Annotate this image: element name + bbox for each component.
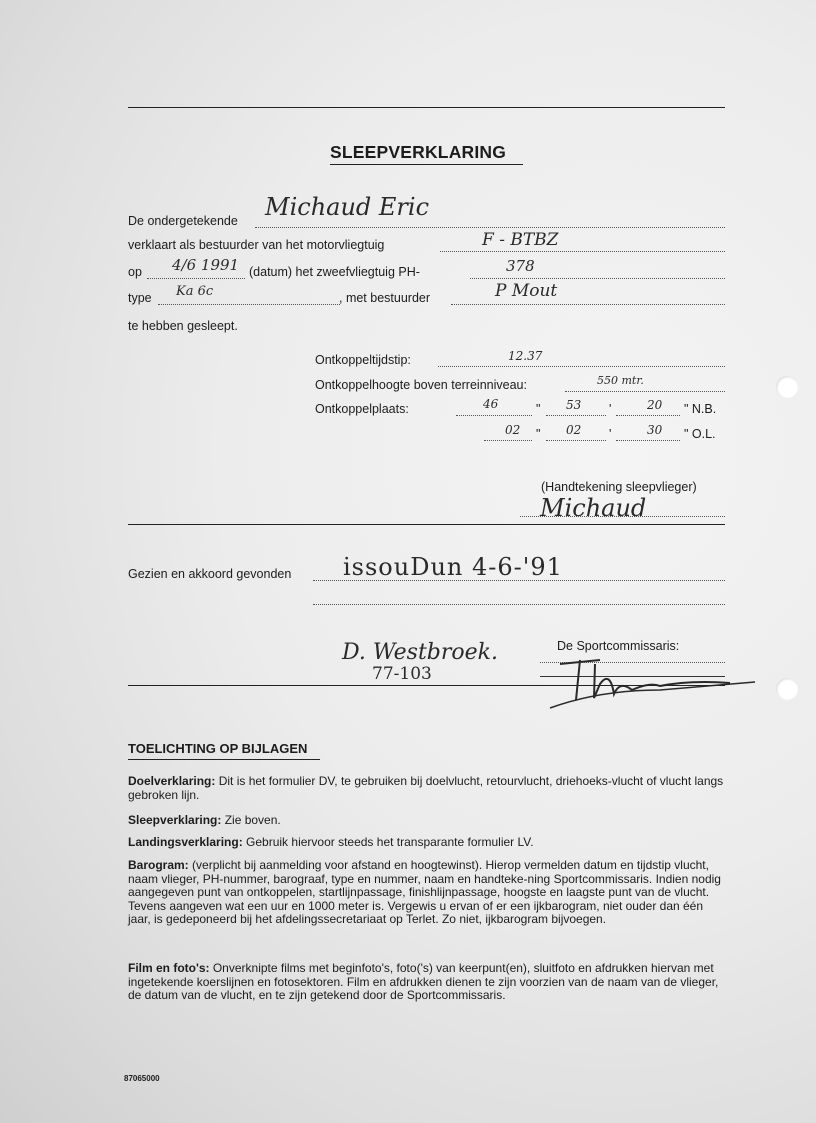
field-bestuurder[interactable]: P Mout bbox=[495, 281, 558, 301]
field-ph-nummer[interactable]: 378 bbox=[506, 257, 535, 275]
field-datum-line bbox=[147, 278, 245, 279]
label-ontkoppelplaats: Ontkoppelplaats: bbox=[315, 402, 409, 416]
field-motorvliegtuig-line bbox=[440, 251, 725, 252]
nb-quote: " bbox=[536, 402, 541, 416]
bijlage-sleepverklaring bbox=[128, 814, 726, 828]
ol-apos: ' bbox=[609, 427, 612, 441]
bijlage-text: Dit is het formulier DV, te gebruiken bij doelvlucht, retourvlucht, driehoeks-vlucht of vlucht langs gebroken lijn. bbox=[128, 774, 724, 802]
ol-sec-line bbox=[616, 440, 680, 441]
commissaris-nummer[interactable]: 77-103 bbox=[372, 664, 432, 684]
signature-sleepvlieger[interactable]: Michaud bbox=[540, 494, 647, 522]
nb-deg-line bbox=[456, 415, 532, 416]
field-nb-graden[interactable]: 46 bbox=[483, 397, 499, 411]
bijlagen-title-underline bbox=[128, 759, 320, 760]
field-gezien-line-2 bbox=[313, 604, 725, 605]
label-handtekening-sleepvlieger: (Handtekening sleepvlieger) bbox=[541, 480, 697, 494]
field-bestuurder-line bbox=[451, 304, 725, 305]
field-ontkoppelhoogte-line bbox=[565, 391, 725, 392]
bijlage-doelverklaring bbox=[128, 775, 726, 802]
label-met-bestuurder: , met bestuurder bbox=[339, 291, 431, 305]
label-datum-zweefvliegtuig: (datum) het zweefvliegtuig PH- bbox=[249, 265, 420, 279]
field-ondergetekende[interactable]: Michaud Eric bbox=[265, 193, 430, 221]
ol-deg-line bbox=[484, 440, 532, 441]
field-type[interactable]: Ka 6c bbox=[176, 284, 214, 299]
field-ol-minuten[interactable]: 02 bbox=[566, 423, 582, 437]
field-ol-seconden[interactable]: 30 bbox=[647, 423, 663, 437]
punch-hole-top bbox=[776, 376, 798, 398]
field-ontkoppeltijdstip[interactable]: 12.37 bbox=[508, 349, 543, 363]
label-sportcommissaris: De Sportcommissaris: bbox=[557, 639, 680, 653]
label-ondergetekende: De ondergetekende bbox=[128, 214, 238, 228]
field-ol-graden[interactable]: 02 bbox=[505, 423, 521, 437]
field-nb-minuten[interactable]: 53 bbox=[566, 398, 582, 412]
bijlage-text: Onverknipte films met beginfoto's, foto('s) van keerpunt(en), sluitfoto en afdrukken hiervan met ingetekende koerslijnen en fotosektoren. Film en afdrukken dienen te zijn voorzien van de naam van de vlieger, de datum van de vlucht, en te zijn getekend door de Sportcommissaris. bbox=[128, 961, 719, 1002]
label-ontkoppelhoogte: Ontkoppelhoogte boven terreinniveau: bbox=[315, 378, 527, 392]
middle-rule bbox=[128, 524, 725, 525]
bijlage-text: Zie boven. bbox=[221, 813, 281, 827]
form-code: 87065000 bbox=[124, 1074, 160, 1083]
signature-sleepvlieger-line bbox=[520, 516, 725, 517]
punch-hole-bottom bbox=[776, 678, 798, 700]
label-type: type bbox=[128, 291, 152, 305]
field-gezien-plaats-datum[interactable]: issouDun 4-6-'91 bbox=[343, 553, 563, 581]
bijlage-term: Landingsverklaring: bbox=[128, 835, 243, 849]
bijlage-term: Barogram: bbox=[128, 858, 189, 872]
top-rule bbox=[128, 107, 725, 108]
label-ontkoppeltijdstip: Ontkoppeltijdstip: bbox=[315, 353, 411, 367]
section-rule bbox=[128, 685, 725, 686]
field-motorvliegtuig[interactable]: F - BTBZ bbox=[482, 230, 559, 250]
form-title: SLEEPVERKLARING bbox=[330, 142, 507, 162]
bijlage-barogram bbox=[128, 859, 726, 927]
field-datum[interactable]: 4/6 1991 bbox=[172, 256, 240, 274]
nb-min-line bbox=[546, 415, 606, 416]
nb-sec-line bbox=[616, 415, 680, 416]
commissaris-naam[interactable]: D. Westbroek. bbox=[342, 640, 498, 665]
title-underline bbox=[330, 164, 523, 165]
bijlage-term: Doelverklaring: bbox=[128, 774, 216, 788]
field-ontkoppelhoogte[interactable]: 550 mtr. bbox=[597, 374, 644, 387]
unit-ol: " O.L. bbox=[684, 427, 716, 441]
nb-apos: ' bbox=[609, 402, 612, 416]
bijlage-term: Sleepverklaring: bbox=[128, 813, 222, 827]
bijlage-landingsverklaring bbox=[128, 836, 726, 850]
ol-min-line bbox=[546, 440, 606, 441]
bijlage-text: Gebruik hiervoor steeds het transparante formulier LV. bbox=[242, 835, 534, 849]
ol-quote: " bbox=[536, 427, 541, 441]
signature-sportcommissaris[interactable] bbox=[540, 650, 770, 710]
label-gezien-akkoord: Gezien en akkoord gevonden bbox=[128, 567, 292, 581]
bijlagen-title: TOELICHTING OP BIJLAGEN bbox=[128, 741, 308, 756]
bijlage-text: (verplicht bij aanmelding voor afstand en hoogtewinst). Hierop vermelden datum en tijdstip vlucht, naam vlieger, PH-nummer, barograaf, type en nummer, naam en handteke-ning Sportcommissaris. Indien nodig aangegeven punt van ontkoppelen, startlijnpassage, finishlijnpassage, hoogste en laagste punt van de vlucht. Tevens aangeven wat een uur en 1000 meter is. Vergewis u ervan of er een ijkbarogram, niet ouder dan één jaar, is gedeponeerd bij het afdelingssecretariaat op Terlet. Zo niet, ijkbarogram bijvoegen. bbox=[128, 858, 721, 926]
unit-nb: " N.B. bbox=[684, 402, 717, 416]
field-type-line bbox=[158, 304, 340, 305]
field-ondergetekende-line bbox=[255, 227, 725, 228]
field-ph-line bbox=[470, 278, 725, 279]
label-motorvliegtuig: verklaart als bestuurder van het motorvliegtuig bbox=[128, 238, 385, 252]
field-nb-seconden[interactable]: 20 bbox=[647, 398, 663, 412]
field-ontkoppeltijdstip-line bbox=[438, 366, 725, 367]
bijlage-term: Film en foto's: bbox=[128, 961, 210, 975]
bijlage-film-fotos bbox=[128, 962, 726, 1003]
label-gesleept: te hebben gesleept. bbox=[128, 319, 238, 333]
label-op: op bbox=[128, 265, 142, 279]
